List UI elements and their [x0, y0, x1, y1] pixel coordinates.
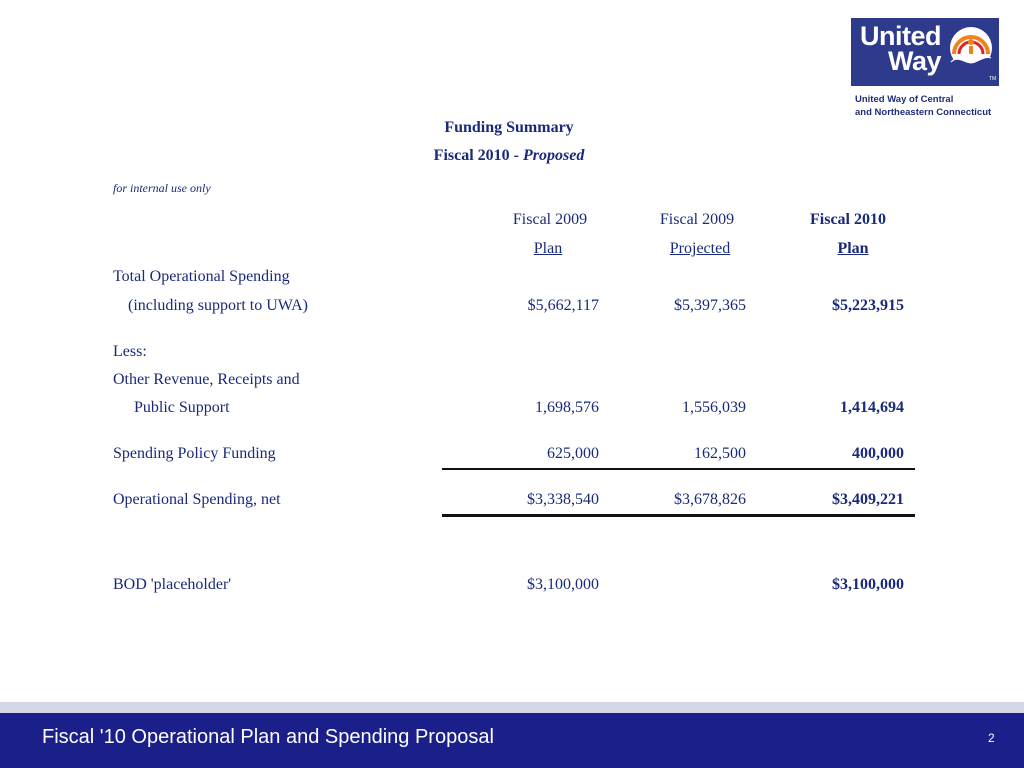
- logo-tagline-line1: United Way of Central: [855, 94, 954, 105]
- col-header-fy2009-projected-line2: Projected: [669, 240, 731, 257]
- internal-use-note: for internal use only: [113, 181, 211, 195]
- cell-bod-fy2009-plan: $3,100,000: [527, 576, 599, 593]
- helping-hand-icon: [945, 24, 997, 80]
- cell-other-fy2009-projected: 1,556,039: [682, 399, 746, 416]
- col-header-fy2009-plan-line2: Plan: [533, 240, 563, 257]
- subtitle-prefix: Fiscal 2010 -: [433, 147, 523, 164]
- logo-tagline-line2: and Northeastern Connecticut: [855, 107, 992, 118]
- cell-net-fy2009-projected: $3,678,826: [674, 491, 746, 508]
- total-rule: [442, 514, 915, 517]
- footer-title: Fiscal '10 Operational Plan and Spending Proposal: [42, 726, 494, 748]
- col-header-fy2009-plan-line1: Fiscal 2009: [512, 211, 588, 228]
- logo-wordmark: [855, 21, 941, 76]
- row-label-other-revenue-sub: Public Support: [134, 399, 230, 416]
- cell-net-fy2009-plan: $3,338,540: [527, 491, 599, 508]
- cell-total-fy2009-plan: $5,662,117: [527, 297, 599, 314]
- logo-name-line2: Way: [887, 46, 941, 76]
- subtotal-rule: [442, 468, 915, 470]
- logo-name-line1: United: [860, 21, 941, 51]
- footer-accent-line: [0, 702, 1024, 713]
- row-label-bod-placeholder: BOD 'placeholder': [113, 576, 232, 593]
- cell-net-fy2010-plan: $3,409,221: [832, 491, 904, 508]
- logo-trademark: TM: [989, 76, 997, 82]
- cell-total-fy2010-plan: $5,223,915: [832, 297, 904, 314]
- footer-bar: [0, 713, 1024, 768]
- row-label-net-spending: Operational Spending, net: [113, 491, 281, 508]
- col-header-fy2009-projected-line1: Fiscal 2009: [659, 211, 735, 228]
- logo-tagline: [855, 93, 1005, 119]
- cell-other-fy2009-plan: 1,698,576: [535, 399, 599, 416]
- col-header-fy2010-plan-line1: Fiscal 2010: [810, 211, 886, 228]
- cell-bod-fy2010-plan: $3,100,000: [832, 576, 904, 593]
- summary-title: Funding Summary: [444, 119, 574, 136]
- cell-other-fy2010-plan: 1,414,694: [840, 399, 904, 416]
- cell-total-fy2009-projected: $5,397,365: [674, 297, 746, 314]
- subtitle-emphasis: Proposed: [523, 147, 585, 164]
- cell-policy-fy2010-plan: 400,000: [852, 445, 904, 462]
- row-label-total-spending: Total Operational Spending: [113, 268, 290, 285]
- cell-policy-fy2009-projected: 162,500: [694, 445, 746, 462]
- col-header-fy2010-plan-line2: Plan: [837, 240, 869, 257]
- cell-policy-fy2009-plan: 625,000: [547, 445, 599, 462]
- row-label-less: Less:: [113, 343, 147, 360]
- row-label-total-spending-sub: (including support to UWA): [128, 297, 308, 314]
- page-number: 2: [988, 731, 995, 745]
- summary-subtitle: [0, 147, 1018, 165]
- row-label-other-revenue: Other Revenue, Receipts and: [113, 371, 300, 388]
- row-label-spending-policy: Spending Policy Funding: [113, 445, 276, 462]
